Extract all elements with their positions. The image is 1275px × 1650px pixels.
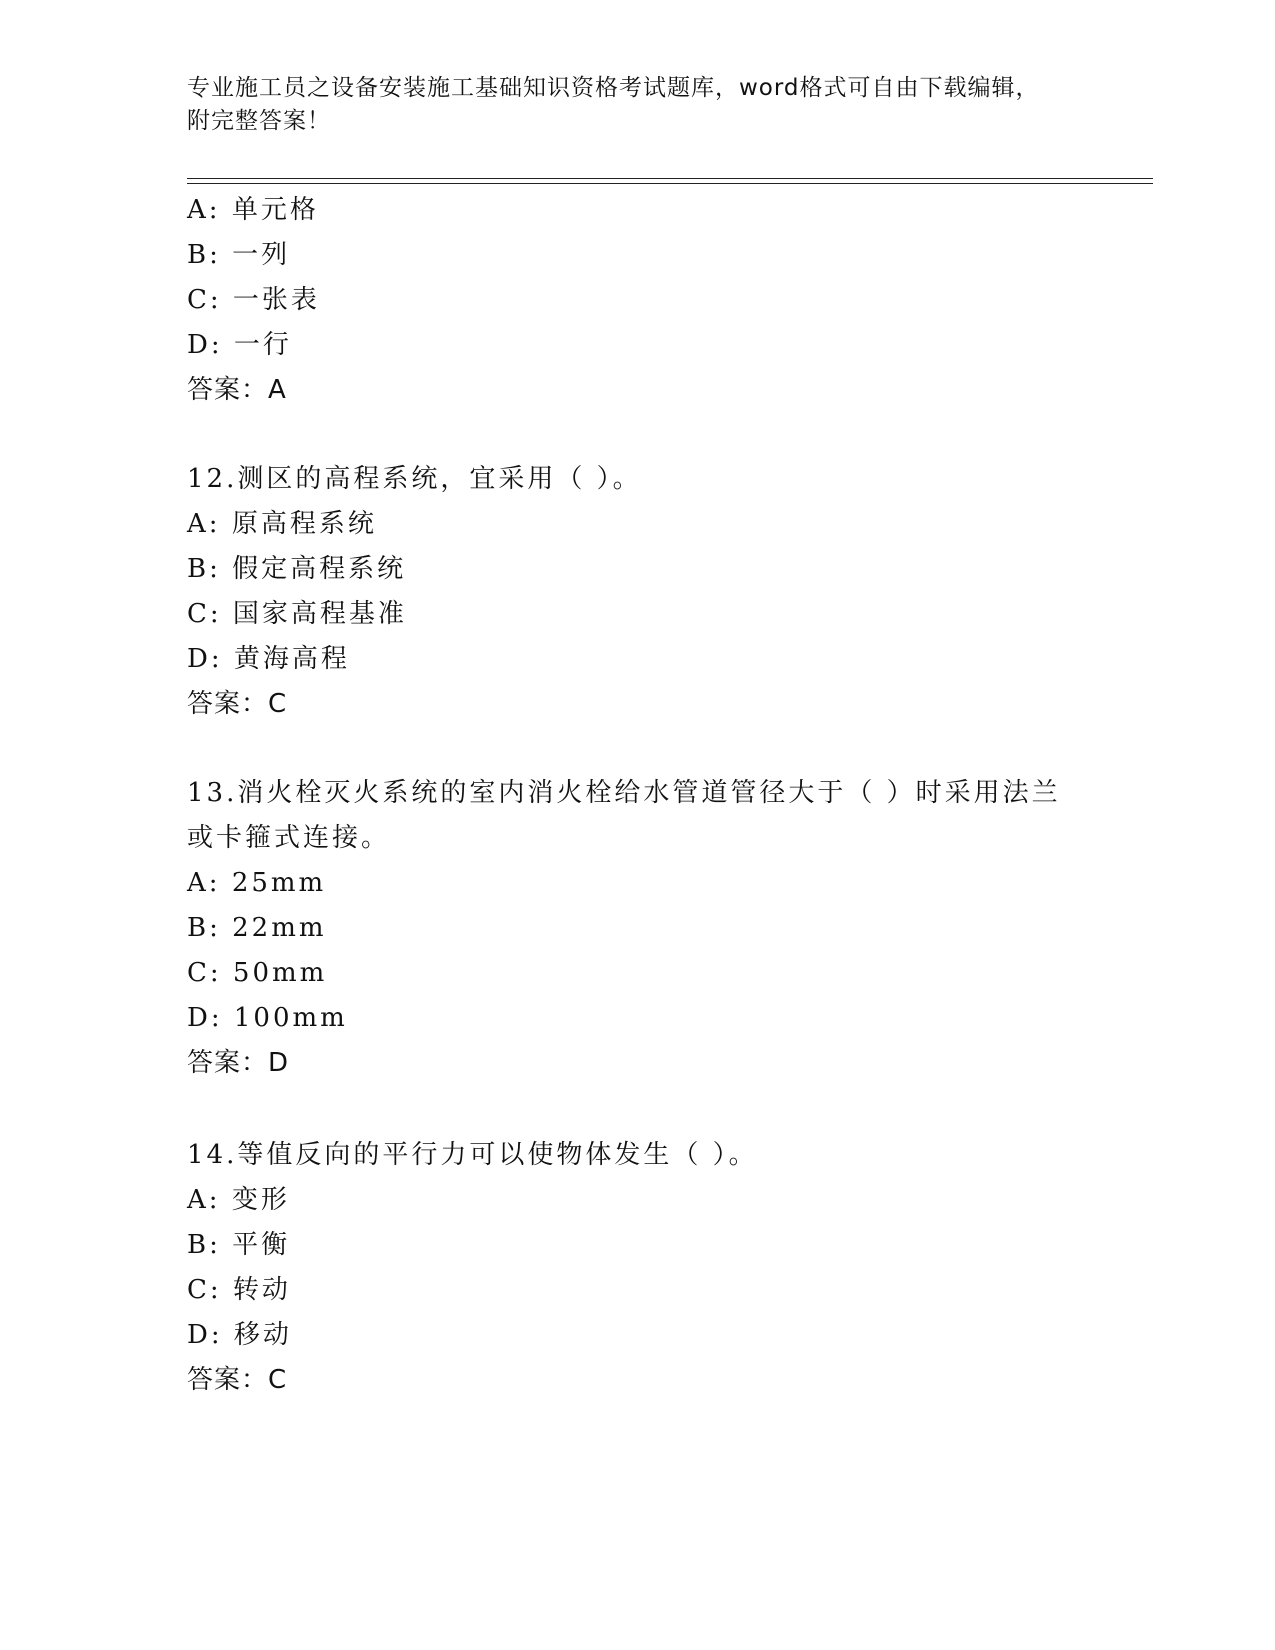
option-text: 转动 [232,1275,291,1305]
header-rule-bottom [187,183,1153,184]
q12-option-a [187,507,377,541]
option-letter: B: [187,913,221,943]
q12-question: 12.测区的高程系统，宜采用（ ）。 [187,464,642,494]
document-header [187,72,1067,138]
option-text: 一列 [232,240,291,270]
option-text: 一行 [233,330,292,360]
option-letter: A: [187,509,221,539]
option-text: 黄海高程 [233,644,350,674]
q12-option-d [187,642,350,676]
option-text: 平衡 [232,1230,291,1260]
option-letter: D: [187,644,223,674]
q11-option-c [187,283,320,317]
q14-option-d [187,1318,292,1352]
option-letter: B: [187,1230,221,1260]
option-letter: C: [187,958,222,988]
q12-option-b [187,552,406,586]
option-text: 50mm [232,958,328,988]
option-letter: C: [187,599,222,629]
option-text: 单元格 [231,195,319,225]
option-letter: A: [187,1185,221,1215]
header-line-1: 专业施工员之设备安装施工基础知识资格考试题库，word格式可自由下载编辑， [187,75,1040,101]
option-letter: B: [187,240,221,270]
q13-option-d [187,1001,348,1035]
option-text: 原高程系统 [231,509,377,539]
q13-question-line-1: 13.消火栓灭火系统的室内消火栓给水管道管径大于（ ）时采用法兰 [187,778,1061,808]
option-text: 变形 [231,1185,290,1215]
option-letter: C: [187,1275,222,1305]
q14-option-c [187,1273,291,1307]
header-line-2: 附完整答案！ [187,108,331,134]
q13-option-a [187,866,326,900]
option-letter: A: [187,195,221,225]
option-text: 25mm [231,868,327,898]
header-rule-top [187,178,1153,179]
q14-option-b [187,1228,290,1262]
option-letter: D: [187,1003,223,1033]
q13-option-b [187,911,327,945]
option-text: 假定高程系统 [232,554,407,584]
option-letter: A: [187,868,221,898]
q13-question-line-2: 或卡箍式连接。 [187,823,391,853]
q11-option-a [187,193,319,227]
option-text: 一张表 [232,285,320,315]
q14-question: 14.等值反向的平行力可以使物体发生（ ）。 [187,1140,758,1170]
option-letter: C: [187,285,222,315]
q12-option-c [187,597,407,631]
q14-answer: 答案：C [187,1365,288,1395]
q13-option-c [187,956,327,990]
q11-option-d [187,328,292,362]
q11-option-b [187,238,290,272]
q14-option-a [187,1183,290,1217]
option-letter: D: [187,330,223,360]
option-letter: D: [187,1320,223,1350]
option-text: 100mm [233,1003,348,1033]
q11-answer: 答案：A [187,375,287,405]
option-text: 移动 [233,1320,292,1350]
option-letter: B: [187,554,221,584]
option-text: 22mm [232,913,327,943]
q12-answer: 答案：C [187,689,288,719]
option-text: 国家高程基准 [232,599,407,629]
q13-answer: 答案：D [187,1048,290,1078]
